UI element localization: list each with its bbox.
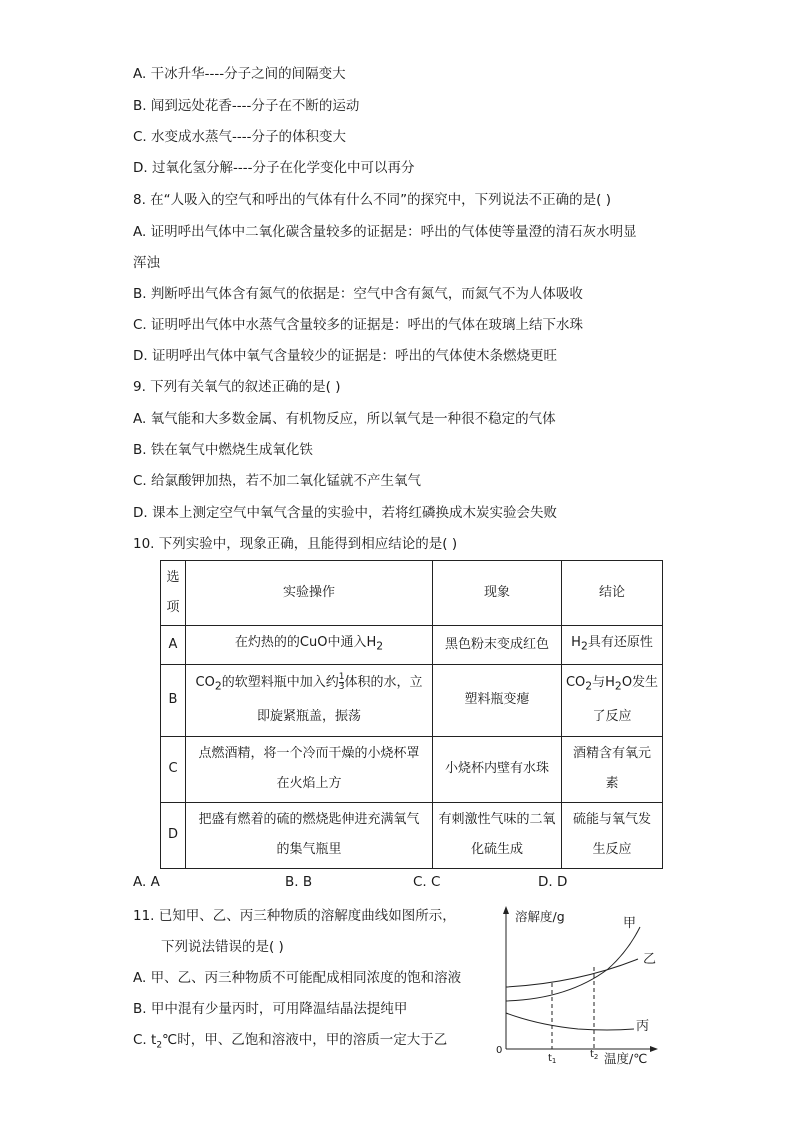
subscript: 2: [585, 679, 593, 693]
row-option: A: [161, 626, 186, 665]
conclusion-line2: 生反应: [592, 842, 632, 858]
q10-choice-c[interactable]: C. C: [413, 874, 441, 890]
phenomenon-line2: 化硫生成: [470, 842, 523, 858]
conclusion-line2: 素: [605, 776, 619, 792]
q9-option-b: B. 铁在氧气中燃烧生成氧化铁: [133, 442, 313, 458]
q7-option-c: C. 水变成水蒸气----分子的体积变大: [133, 129, 346, 145]
curve-jia: [506, 927, 640, 1001]
t1-label: $t_1$: [548, 1053, 557, 1065]
q9-option-a: A. 氧气能和大多数金属、有机物反应，所以氧气是一种很不稳定的气体: [133, 411, 556, 427]
header-operation: 实验操作: [186, 561, 433, 626]
label-yi: 乙: [643, 952, 657, 967]
header-conclusion: 结论: [562, 561, 663, 626]
operation-line2: 的集气瓶里: [276, 842, 342, 858]
operation-line1: 点燃酒精，将一个冷而干燥的小烧杯罩: [198, 746, 420, 762]
row-option: C: [161, 736, 186, 802]
operation-text: 的软塑料瓶中加入约: [221, 675, 339, 691]
y-axis-arrow-icon: [503, 906, 509, 914]
q11-stem-line1: 11. 已知甲、乙、丙三种物质的溶解度曲线如图所示，: [133, 908, 456, 924]
table-row: [161, 736, 663, 802]
fraction-numerator: 1: [338, 672, 345, 683]
q10-choice-a[interactable]: A. A: [133, 874, 160, 890]
q8-option-b: B. 判断呼出气体含有氮气的依据是：空气中含有氮气，而氮气不为人体吸收: [133, 286, 583, 302]
conclusion-line2: 了反应: [592, 708, 632, 724]
q10-choice-d[interactable]: D. D: [538, 874, 568, 890]
row-phenomenon: [433, 802, 562, 868]
q10-choice-b[interactable]: B. B: [285, 874, 313, 890]
q11-stem-line2: 下列说法错误的是( ): [161, 939, 284, 955]
operation-text: CO: [195, 675, 215, 691]
table-row: [161, 664, 663, 736]
header-phenomenon: 现象: [433, 561, 562, 626]
conclusion-line1: 酒精含有氧元: [572, 746, 651, 762]
subscript: 2: [156, 1040, 163, 1051]
q9-option-d: D. 课本上测定空气中氧气含量的实验中，若将红磷换成木炭实验会失败: [133, 505, 557, 521]
q9-stem: 9. 下列有关氧气的叙述正确的是( ): [133, 379, 341, 395]
operation-line2: 在火焰上方: [276, 776, 342, 792]
operation-text: 体积的水，立: [344, 675, 423, 691]
q8-option-a-cont: 浑浊: [133, 255, 160, 271]
solubility-curve-figure: [488, 903, 668, 1067]
operation-line1: 把盛有燃着的硫的燃烧匙伸进充满氧气: [198, 812, 420, 828]
conclusion-line1: 硫能与氧气发: [572, 812, 651, 828]
row-phenomenon: 小烧杯内壁有水珠: [433, 736, 562, 802]
row-conclusion: [562, 802, 663, 868]
conclusion-text: 与H: [592, 675, 615, 691]
conclusion-text: O发生: [621, 675, 659, 691]
table-header-row: [161, 561, 663, 626]
row-conclusion: [562, 626, 663, 665]
q8-option-a: A. 证明呼出气体中二氧化碳含量较多的证据是：呼出的气体使等量澄的清石灰水明显: [133, 224, 637, 240]
header-option: [161, 561, 186, 626]
q8-stem: 8. 在“人吸入的空气和呼出的气体有什么不同”的探究中，下列说法不正确的是( ): [133, 192, 611, 208]
conclusion-text: 具有还原性: [587, 635, 653, 650]
row-operation: [186, 626, 433, 665]
q10-choices: [133, 874, 693, 894]
operation-text: 在灼热的的CuO中通入H: [234, 635, 377, 650]
phenomenon-line1: 有刺激性气味的二氧: [438, 812, 556, 828]
x-axis-arrow-icon: [650, 1046, 658, 1052]
subscript: 2: [614, 679, 622, 693]
operation-line2: 即旋紧瓶盖，振荡: [256, 708, 361, 724]
subscript: 2: [580, 639, 588, 653]
q8-option-d: D. 证明呼出气体中氧气含量较少的证据是：呼出的气体使木条燃烧更旺: [133, 348, 557, 364]
row-conclusion: [562, 664, 663, 736]
subscript: 2: [214, 679, 222, 693]
table-row: [161, 626, 663, 665]
conclusion-text: CO: [565, 675, 586, 691]
q11-option-a: A. 甲、乙、丙三种物质不可能配成相同浓度的饱和溶液: [133, 970, 462, 986]
q7-option-b: B. 闻到远处花香----分子在不断的运动: [133, 98, 360, 114]
row-operation: [186, 664, 433, 736]
q11-option-c: [133, 1030, 447, 1056]
t2-label: $t_2$: [590, 1049, 599, 1061]
row-phenomenon: 塑料瓶变瘪: [433, 664, 562, 736]
q10-table: [160, 560, 663, 869]
q11-option-b: B. 甲中混有少量丙时，可用降温结晶法提纯甲: [133, 1001, 408, 1017]
curve-yi: [506, 959, 638, 987]
curve-bing: [506, 1013, 634, 1030]
row-phenomenon: 黑色粉末变成红色: [433, 626, 562, 665]
row-operation: [186, 802, 433, 868]
option-text: C. t: [133, 1032, 157, 1048]
conclusion-line1: [565, 668, 659, 702]
operation-line1: [189, 668, 429, 702]
row-option: D: [161, 802, 186, 868]
fraction-denominator: 3: [338, 682, 345, 693]
header-option-line1: 选: [166, 570, 180, 585]
y-axis-label: 溶解度/g: [515, 909, 565, 924]
row-option: B: [161, 664, 186, 736]
row-operation: [186, 736, 433, 802]
q7-option-d: D. 过氧化氢分解----分子在化学变化中可以再分: [133, 160, 415, 176]
header-option-line2: 项: [166, 600, 180, 615]
q8-option-c: C. 证明呼出气体中水蒸气含量较多的证据是：呼出的气体在玻璃上结下水珠: [133, 317, 584, 333]
q7-option-a: A. 干冰升华----分子之间的间隔变大: [133, 66, 346, 82]
origin-label: 0: [496, 1045, 503, 1056]
row-conclusion: [562, 736, 663, 802]
conclusion-text: H: [571, 635, 581, 650]
subscript: 2: [376, 639, 384, 653]
table-row: [161, 802, 663, 868]
q10-stem: 10. 下列实验中，现象正确，且能得到相应结论的是( ): [133, 536, 458, 552]
option-text: ℃时，甲、乙饱和溶液中，甲的溶质一定大于乙: [162, 1032, 448, 1048]
label-jia: 甲: [623, 916, 637, 931]
x-axis-label: 温度/℃: [604, 1051, 648, 1066]
q9-option-c: C. 给氯酸钾加热，若不加二氧化锰就不产生氧气: [133, 473, 422, 489]
label-bing: 丙: [636, 1019, 650, 1034]
